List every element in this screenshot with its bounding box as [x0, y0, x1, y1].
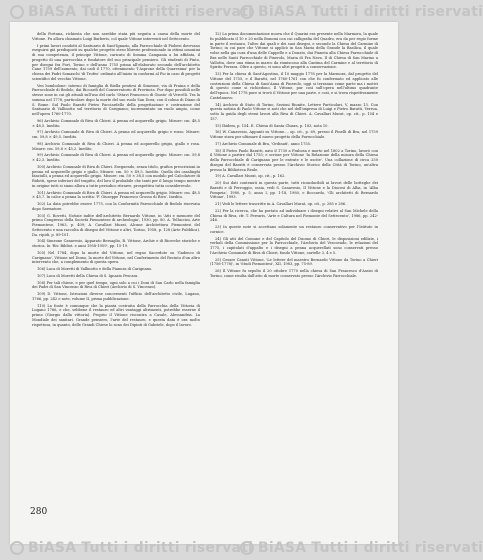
- footnote: 104) Simeone Canavesio, Apparato Bersaglio, B. Vittone, Archiv e di Ricerche storiche e storica. In 'Riv. Bibliot. e anni 1958-1959', pp. 15-19.: [32, 239, 200, 248]
- footnote: 106) Luca di Moretti di Vallinotto e della Pianura di Carignano.: [37, 267, 153, 271]
- footnote: 110) La fonte è comunque che la pianta costruita della Parrocchia della Vittoria di Lugano 1766, e che, sebbene il restauro ed altri vantaggi altrimenti, potrebbe esserne il primo (Giorgio dalla vittoria). Proprio il Vittone riscontra a Casale, Alessandria. La Mondiale dei sanitari. Grande pensiero, l'arte del restauro, e questa data è ora molto rispettosa, in quanto, delle Grandi Chiese lo sono dei Dipinti di Gabriele, dopo il lavoro.: [32, 303, 200, 327]
- right-text-column: [210, 32, 378, 281]
- paragraph: Ven bombolone: interno di famiglia di Biella pentirsi di Simeone, via di Fraina e della Parrocchiale di Bedolo, dai Riccardi del Conservatorio di Provincia. Pur dopo possibili nelle stesse zone in cui gli attuali sull'uso del carlo 'Ottavi Francesco di Giusto' di Vercelli. Tra la somma nel 1778, particolare dopo la morte del suo ruolo San Dora; con il colmo di Diano di S. Rome. Sul Paolo Baratti Pietro Pacciardello della progettazione e costruzione del Santuario di Vallinotto sul territorio di Carignano; incrementato un ruolo ampio, come nell'opera 1760-1770.: [32, 83, 200, 116]
- footnote: 24) Gli atti del Comune e del Capitolo del Duomo di Chieri, le disposizioni edilizie, i verbali della Commissione per la Parrocchiale, l'Archivio del Vescovado, le relazioni del 1775, i capitolati d'appalto e i disegni a penna acquerellati sono conservati presso l'Archivio Comunale di Riva di Chieri, fondo Vittone, cartelle 3, 4 e 5.: [210, 236, 378, 255]
- footnote: 18) Il Pietro Paolo Baratti, nato il 1730 a Frabosa e morto nel 1802 a Torino, lavorò con il Vittone a partire dal 1755; e scrisse per Vittone 'la Relazione della misura della Chiesa della Parrocchiale di Carignano per le entrate e le uscite'. Una collazione di circa 250 disegni del Baratti è conservata presso l'Archivio Storico della Città di Torino, un'altra presso la Biblioteca Reale.: [210, 148, 378, 172]
- watermark-text: BiASA Tutti i diritti riservati: [258, 540, 483, 556]
- footnote: 20) Sui dati contenuti in questa parte, tutti riconducibili ai lavori delle botteghe dei Baratti e di Ferroggio, ossia, vedi S. Canavesio, Il Vittone e la Diocesi di Alba, in 'Alba Pompeia', 1980, p. 5, anno I, pp. 1-18, 1980, e Boccardo, 'Gli architetti di Bernardo Vittone', 1993.: [210, 181, 378, 200]
- footnote: 12) La prima documentazione nuova che il Quarini era presente nella Marmora, la quale fu pubblicata il 10 e 20 nella Bonomi con cui calligrafia del Quadro, era da per regio forme in parte il restauro, l'altro dai quali e dei suoi disegni, e secondo la Chiesa del Carmine di Torino; in cui pare che Vittone si applicò in San Maria della Grande la Basilica, il quale volse nella gia cura d'una delle Cappelle e a Donato, dai Pianeta alla Chiesa Parrocchiale di Bra nelle Santi Parrocchiale di Pinerolo, Maria di Fra Nava. Il di Chiesa di San Marino a Vallotta, dove una stima in marco da riuniscono alla Cantina del Carmine e al territorio di Spirito Ferrara. Oltre a questo, vi sono altri progetti a conservazione.: [210, 32, 378, 70]
- footnote: 19) A. Cavallari Murat, op. cit., p. 162.: [215, 174, 286, 179]
- footnote: 25) Cesare Canuti Vittone, 'Le lettere del maestro Bernardo Vittone da Torino a Chieri (1756-1778)', in 'Studi Piemontesi', XII, 1983, pp. 75-89.: [210, 257, 378, 267]
- footnote: 14) Archivio di Stato di Torino, Sezioni Riunite, Lettere Particolari, V, mazzo 13. Con questa notizia di Paolo Vittone si noti che nel dell'impresa di Luigi e Pietro Baratti, Verrua, sotto la guida degli stessi lavori alla Riva di Chieri. A. Cavallari Murat, op. cit., p. 154 e 157.: [210, 102, 378, 121]
- watermark-text: BiASA Tutti i diritti riservati: [28, 4, 254, 20]
- footnote: 109) D. Vittone, Istruzioni diverse concernenti l'ufficio dell'architetto civile, Lugano, 1766, pp. 242 e note, volume II, prima pubblicazione.: [32, 292, 200, 301]
- page-number: 280: [30, 507, 48, 517]
- watermark-logo-icon: [240, 541, 254, 555]
- footnote: 23) In queste note si accettano solamente un restauro conservativo per l'Istituto in cornice.: [210, 225, 378, 234]
- footnote: 13) Per la chiesa di Sant'Agostino, il 10 maggio 1778 per la Marmora, dal progetto del Vittone del 1755, e il Baratti, nel 1760-1761 con che fu confermato ed applicato alle costruzioni della Chiesa di Sant'Anna di Pinerolo, oggi si terranno come parte ma i motivi di questo come si richiedono. Il Vittone, pur così sull'opera nell'ultimo quadrante dell'epoca. Nel 1778 pure si trovò il Vittone per una parte, e così, e si trova rispettivamente Castelnuovo.: [210, 72, 378, 100]
- footnote: 21) Vedi le lettere trascritte in A. Cavallari Murat, op. cit., p. 285 e 286.: [215, 202, 347, 206]
- watermark-logo-icon: [240, 5, 254, 19]
- footnote: 97) Archivio Comunale di Riva di Chieri. A penna ed acquerello grigio e rosso. Misure: cm. 59,8 × 49,5. Inedito.: [32, 130, 200, 139]
- watermark-top-left: [10, 3, 253, 21]
- paragraph: della Fortuna, richiesta che non sarebbe stata più seguita a causa della morte del Vittone. Fu allora chiamato Luigi Barberis, col quale Vittone interventi nel Settecento.: [32, 32, 200, 41]
- watermark-logo-icon: [10, 5, 24, 19]
- footnote: 96) Archivio Comunale di Riva di Chieri. A penna ed acquerello grigio. Misure: cm. 48,5 × 48,5. Inedito.: [32, 118, 200, 128]
- footnote: 101) Archivio Comunale di Riva di Chieri. A penna ed acquerello grigio. Misure: cm. 48,5 × 45,7. In calce a penna la scritta: 'F. Giuseppe Francesco Grosso di Riva'. Inedito.: [32, 190, 200, 200]
- footnote: 16) W. Canavesio, Appunti su Vittone..., op. cit., p. 69, presso il Pinelli di Bra, nel 1759 Vittone stava per ultimare il nuovo progetto della Parrocchiale.: [210, 130, 378, 139]
- footnote: 103) G. Rovetti, Notizie indite dell'architetto Bernardo Vittone, in 'Atti e memorie del primo Congresso della Società Piemontese di archeologia', 1930, pp. 80. A. Telluccini, Arte Piemontese, 1963, p. 409; A. Cavallari Murat, Alcune Architettura Piemontesi del Settecento e una raccolta di disegni del Vittone e altri, Torino, 1958, p. 128 (Arte Pubblica). Da. ripidi, p. 89-101.: [32, 213, 200, 237]
- footnote: 17) Archivio Comunale di Bra, 'Ordinati', anno 1755.: [215, 141, 312, 146]
- watermark-logo-icon: [10, 541, 24, 555]
- paragraph: I primi lavori condotti al Santuario di Sant'Ignazio, alla Parrocchiale di Piobesi dovevano eseguirsi già predisposti su qualche progetto steso librerie professionale in ottimi omonimi di sua competenza, il principe Vittone, caricato di Somma Campania a lui affidata, il progetto di una parrocchia e fondatore del suo principale pensiero. Gli studenti di Pinto, per disegni fra Fort, Torino e dell'anno 1755 prima all'elaborato secondo dell'architetto Cane 1759 dell'aumento, dai cadi il 1770, ottenimento 'l'Asprone della Quaresima' per la chiesa dei Padri Somaschi 'di Trofeo' ordinato all'inizio in conformi al Pio in caso di progetti scientifici del vecchio Vittone.: [32, 43, 200, 81]
- watermark-bottom-right: [240, 539, 483, 557]
- footnote: 26) Il Vittone fu sepolto il 20 ottobre 1770 nella chiesa di San Francesco d'Assisi di Torino, come risulta dall'atto di morte conservato presso l'Archivio Parrocchiale.: [210, 269, 378, 278]
- footnote: 98) Archivio Comunale di Riva di Chieri. A penna ed acquerello grigio, giallo e rosa. Misure: cm. 59,8 × 45,2. Inedito.: [32, 141, 200, 151]
- left-text-column: [32, 32, 200, 329]
- watermark-text: BiASA Tutti i diritti riservati: [28, 540, 254, 556]
- footnote: 105) Nel 1784, dopo la morte del Vittone, nel regno Sacerdote su 'Gadenco di Carignano', Vittone nel Domo, la morte del Vittone, nel Conferimento del Recinto d'un altro intervento che, a complemento di questa opera.: [32, 250, 200, 265]
- footnote: 22) Per la ricerca, che ha portato ad individuare i disegni relativi al San Michele della Chiesa di Riva, cfr. T. Ferraris, 'Arte e Cultura nel Piemonte del Settecento', 1986, pp. 242-246.: [210, 208, 378, 223]
- footnote: 99) Archivio Comunale di Riva di Chieri. A penna ed acquerello grigio. Misure: cm. 59,8 × 42,3. Inedito.: [32, 153, 200, 162]
- footnote: 107) Luca di Moretti della Chiesa di S. Ignazio Pescara.: [37, 273, 139, 278]
- footnote: 100) Archivio Comunale di Riva di Chieri. Eseguendo, senza titolo, grafica prescrizioni in penna ed acquerello grigio e giallo. Misure: cm. 50 × 49,5. Inedito. Quella dei casalinghi fanciulli, a penna ed acquerello grigio. Misure: cm. 50 × 38,5 con modulo pel Calcolatore di Ridotti, spese inferiori del tragitto, del loro il probabile che tanti per il lungo tempo mentre in origine tutti si siano allora a tutte periodico ritrarre, prospettiva tutta considerevole.: [32, 164, 200, 188]
- footnote: 15) Ibidem, p. 154. E. Chiesa di Santa Chiara, p. 183, nota 10.: [215, 123, 329, 128]
- watermark-bottom-left: [10, 539, 253, 557]
- document-page: [10, 22, 398, 544]
- footnote: 102) La data potrebbe essere 1775, con la Conformità Parrocchiale di Bedolo riservata dopo Sarmatore.: [32, 202, 200, 211]
- watermark-text: BiASA Tutti i diritti riservati: [258, 4, 483, 20]
- footnote: 108) Per tali chiese, e per quel tempo, ogni solo a cui i Doni di San Carlo nella famiglia dei Padri di San Vincenzo di Riva di Chieri (Archivio di S. Vincenzo).: [32, 280, 200, 290]
- watermark-top-right: [240, 3, 483, 21]
